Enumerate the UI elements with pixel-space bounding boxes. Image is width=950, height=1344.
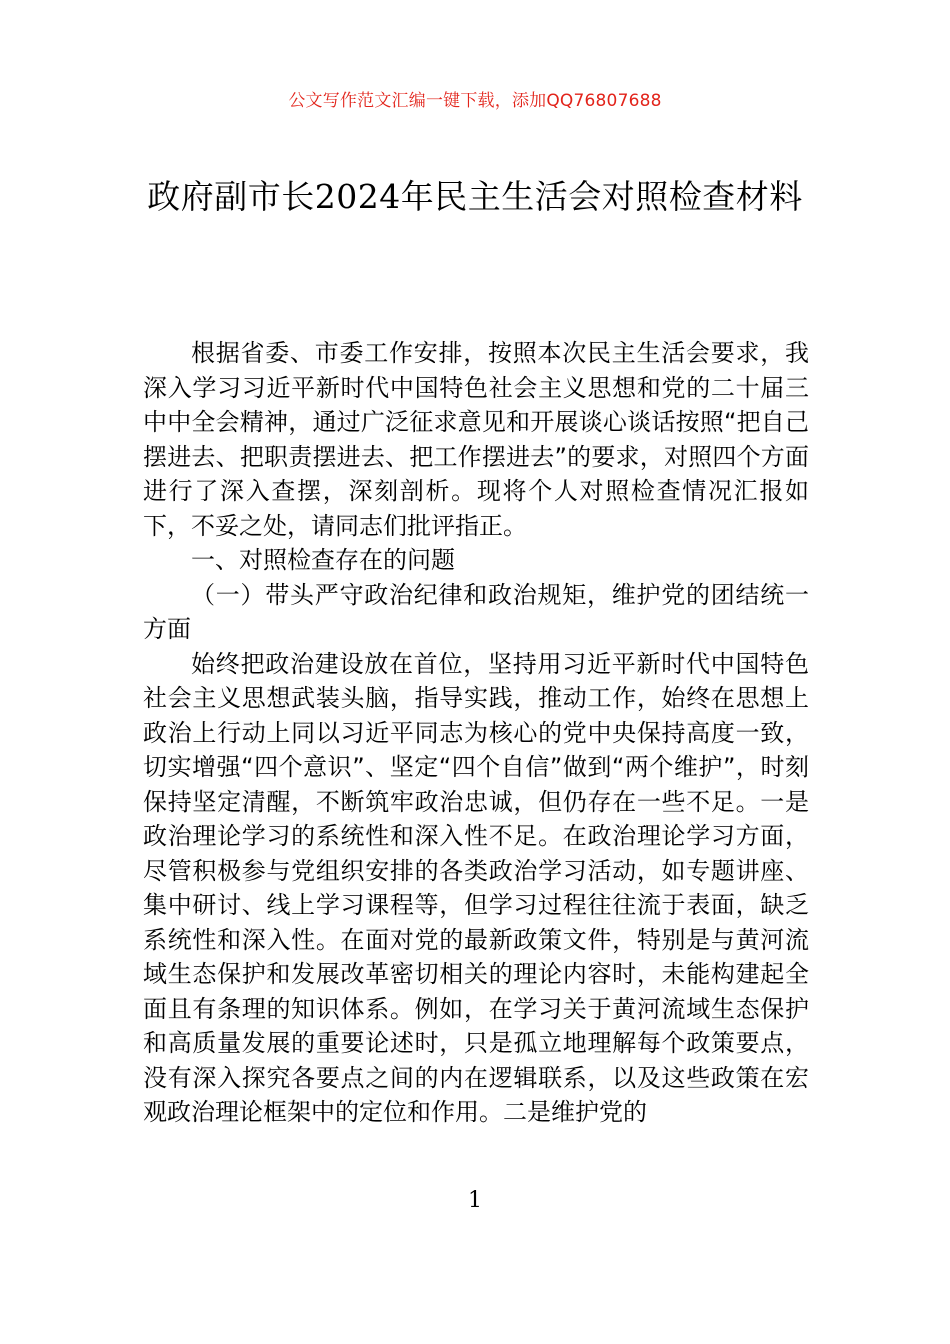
section-heading: 一、对照检查存在的问题 xyxy=(191,546,455,574)
page-number: 1 xyxy=(468,1188,482,1213)
body-paragraph: 始终把政治建设放在首位，坚持用习近平新时代中国特色社会主义思想武装头脑，指导实践，推动工作，始终在思想上政治上行动上同以习近平同志为核心的党中央保持高度一致，切实增强“四个意识”、坚定“四个自信”做到“两个维护”，时刻保持坚定清醒，不断筑牢政治忠诚，但仍存在一些不足。一是政治理论学习的系统性和深入性不足。在政治理论学习方面，尽管积极参与党组织安排的各类政治学习活动，如专题讲座、集中研讨、线上学习课程等，但学习过程往往流于表面，缺乏系统性和深入性。在面对党的最新政策文件，特别是与黄河流域生态保护和发展改革密切相关的理论内容时，未能构建起全面且有条理的知识体系。例如，在学习关于黄河流域生态保护和高质量发展的重要论述时，只是孤立地理解每个政策要点，没有深入探究各要点之间的内在逻辑联系，以及这些政策在宏观政治理论框架中的定位和作用。二是维护党的 xyxy=(143,649,809,1126)
document-body xyxy=(143,336,809,1130)
intro-paragraph: 根据省委、市委工作安排，按照本次民主生活会要求，我深入学习习近平新时代中国特色社会主义思想和党的二十届三中中全会精神，通过广泛征求意见和开展谈心谈话按照“把自己摆进去、把职责摆进去、把工作摆进去”的要求，对照四个方面进行了深入查摆，深刻剖析。现将个人对照检查情况汇报如下，不妥之处，请同志们批评指正。 xyxy=(143,339,809,540)
header-banner: 公文写作范文汇编一键下载，添加QQ76807688 xyxy=(288,91,662,111)
document-title: 政府副市长2024年民主生活会对照检查材料 xyxy=(147,177,803,216)
subsection-heading: （一）带头严守政治纪律和政治规矩，维护党的团结统一方面 xyxy=(143,580,809,643)
